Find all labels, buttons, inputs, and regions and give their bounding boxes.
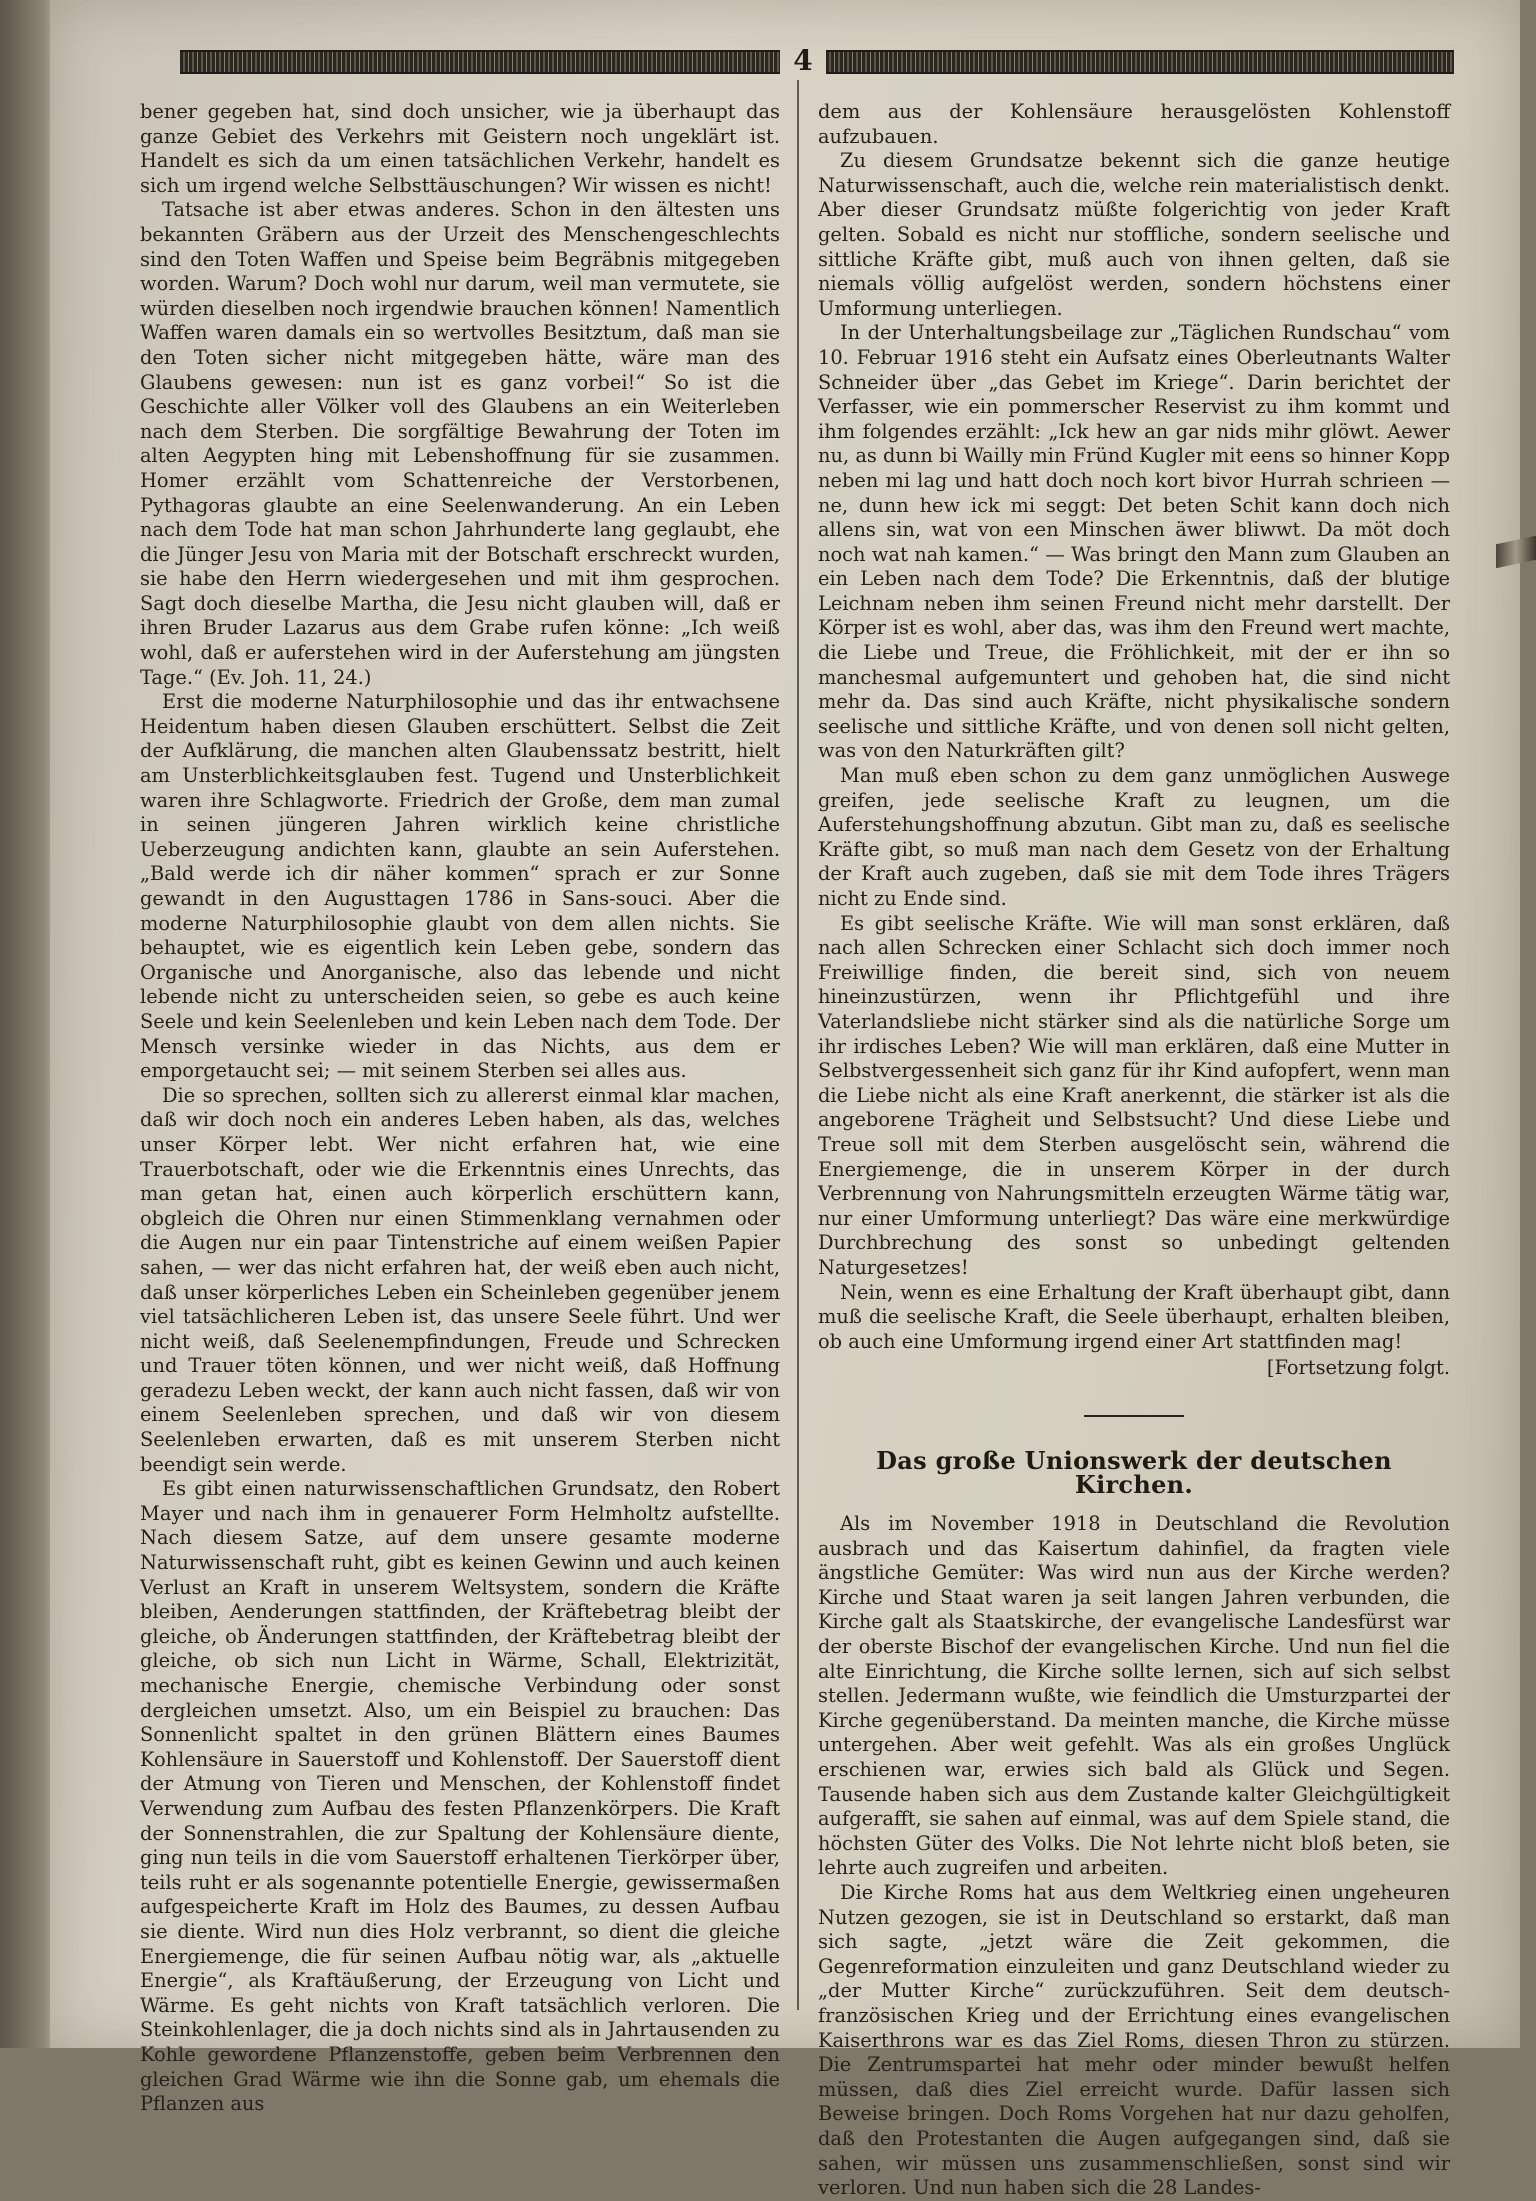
paragraph: dem aus der Kohlensäure herausgelösten Kohlenstoff aufzubauen.	[818, 100, 1450, 148]
article-headline: Das große Unionswerk der deutschen Kirchen.	[876, 1445, 1392, 1500]
paragraph: bener gegeben hat, sind doch unsicher, wie ja überhaupt das ganze Gebiet des Verkehrs mit Geistern noch ungeklärt ist. Handelt es sich da um einen tatsächlichen Verkehr, handelt es sich um irgend welche Selbsttäuschungen? Wir wissen es nicht!	[140, 100, 780, 197]
paragraph: In der Unterhaltungsbeilage zur „Täglichen Rundschau“ vom 10. Februar 1916 steht ein Aufsatz eines Oberleutnants Walter Schneider über „das Gebet im Kriege“. Darin berichtet der Verfasser, wie ein pommerscher Reservist zu ihm kommt und ihm folgendes erzählt: „Ick hew an gar nids mihr glöwt. Aewer nu, as dunn bi Wailly min Fründ Kugler mit eens so hinner Kopp neben mi lag und hatt doch noch kort bivor Hurrah schrieen — ne, dunn hew ick mi seggt: Det beten Schit kann doch nich allens sin, wat von een Minschen äwer bliwwt. Da möt doch noch wat nah kamen.“ — Was bringt den Mann zum Glauben an ein Leben nach dem Tode? Die Erkenntnis, daß der blutige Leichnam neben ihm seinen Freund nicht mehr darstellt. Der Körper ist es wohl, aber das, was ihm den Freund wert machte, die Liebe und Treue, die Fröhlichkeit, mit der er ihn so manchesmal aufgemuntert und gehoben hat, die sind nicht mehr da. Das sind auch Kräfte, nicht physikalische sondern seelische und sittliche Kräfte, und von denen soll nicht gelten, was von den Naturkräften gilt?	[818, 321, 1450, 763]
paragraph: Man muß eben schon zu dem ganz unmöglichen Auswege greifen, jede seelische Kraft zu leugnen, um die Auferstehungshoffnung abzutun. Gibt man zu, daß es seelische Kräfte gibt, so muß man nach dem Gesetz von der Erhaltung der Kraft auch zugeben, daß sie mit dem Tode ihres Trägers nicht zu Ende sind.	[818, 764, 1450, 910]
column-divider	[797, 80, 799, 2010]
page-number: 4	[793, 44, 813, 77]
paragraph: Die so sprechen, sollten sich zu allererst einmal klar machen, daß wir doch noch ein anderes Leben haben, als das, welches unser Körper lebt. Wer nicht erfahren hat, wie eine Trauerbotschaft, oder wie die Erkenntnis eines Unrechts, das man getan hat, einen auch körperlich erschüttern kann, obgleich die Ohren nur einen Stimmenklang vernahmen oder die Augen nur ein paar Tintenstriche auf einem weißen Papier sahen, — wer das nicht erfahren hat, der weiß eben auch nicht, daß unser körperliches Leben ein Scheinleben gegenüber jenem viel tatsächlicheren Leben ist, das unsere Seele führt. Und wer nicht weiß, daß Seelenempfindungen, Freude und Schrecken und Trauer töten können, und wer nicht weiß, daß Hoffnung geradezu Leben weckt, der kann auch nicht fassen, daß wir von einem Seelenleben sprechen, und daß wir von diesem Seelenleben erwarten, daß es mit unserem Sterben nicht beendigt sein werde.	[140, 1083, 780, 1476]
section-separator	[1084, 1415, 1184, 1417]
header-ornament-right	[826, 50, 1454, 74]
paragraph: Es gibt einen naturwissenschaftlichen Grundsatz, den Robert Mayer und nach ihm in genauerer Form Helmholtz aufstellte. Nach diesem Satze, auf dem unsere gesamte moderne Naturwissenschaft ruht, gibt es keinen Gewinn und auch keinen Verlust an Kraft in unserem Weltsystem, sondern die Kräfte bleiben, Aenderungen stattfinden, der Kräftebetrag bleibt der gleiche, ob Änderungen stattfinden, der Kräftebetrag bleibt der gleiche, ob sich nun Licht in Wärme, Schall, Elektrizität, mechanische Energie, chemische Verbindung oder sonst dergleichen umsetzt. Also, um ein Beispiel zu brauchen: Das Sonnenlicht spaltet in den grünen Blättern eines Baumes Kohlensäure in Sauerstoff und Kohlenstoff. Der Sauerstoff dient der Atmung von Tieren und Menschen, der Kohlenstoff findet Verwendung zum Aufbau des festen Pflanzenkörpers. Die Kraft der Sonnenstrahlen, die zur Spaltung der Kohlensäure diente, ging nun teils in die vom Sauerstoff erhaltenen Tierkörper über, teils ruht er als sogenannte potentielle Energie, gewissermaßen aufgespeicherte Kraft im Holz des Baumes, zu dessen Aufbau sie diente. Wird nun dies Holz verbrannt, so dient die gleiche Energiemenge, die für seinen Aufbau nötig war, als „aktuelle Energie“, als Kraftäußerung, der Erzeugung von Licht und Wärme. Es geht nichts von Kraft tatsächlich verloren. Die Steinkohlenlager, die ja doch nichts sind als in Jahrtausenden zu Kohle gewordene Pflanzenstoffe, geben beim Verbrennen den gleichen Grad Wärme wie ihn die Sonne gab, um ehemals die Pflanzen aus	[140, 1477, 780, 2116]
paragraph: Erst die moderne Naturphilosophie und das ihr entwachsene Heidentum haben diesen Glauben erschüttert. Selbst die Zeit der Aufklärung, die manchen alten Glaubenssatz bestritt, hielt am Unsterblichkeitsglauben fest. Tugend und Unsterblichkeit waren ihre Schlagworte. Friedrich der Große, dem man zumal in seinen jüngeren Jahren wirklich keine christliche Ueberzeugung andichten kann, glaubte an sein Auferstehen. „Bald werde ich dir näher kommen“ sprach er zur Sonne gewandt in den Augusttagen 1786 in Sans-souci. Aber die moderne Naturphilosophie glaubt von dem allen nichts. Sie behauptet, wie es eigentlich kein Leben gebe, sondern das Organische und Anorganische, also das lebende und nicht lebende nicht zu unterscheiden seien, so gebe es auch keine Seele und kein Seelenleben und kein Leben nach dem Tode. Der Mensch versinke wieder in das Nichts, aus dem er emporgetaucht sei; — mit seinem Sterben sei alles aus.	[140, 690, 780, 1083]
header-ornament-left	[180, 50, 780, 74]
continuation-note: [Fortsetzung folgt.	[1266, 1356, 1450, 1380]
left-column	[140, 100, 780, 2117]
paragraph: Es gibt seelische Kräfte. Wie will man sonst erklären, daß nach allen Schrecken einer Schlacht sich doch immer noch Freiwillige finden, die bereit sind, sich von neuem hineinzustürzen, wenn ihr Pflichtgefühl und ihre Vaterlandsliebe nicht stärker sind als die natürliche Sorge um ihr irdisches Leben? Wie will man erklären, daß eine Mutter in Selbstvergessenheit sich ganz für ihr Kind aufopfert, wenn man die Liebe nicht als eine Kraft anerkennt, die stärker ist als die angeborene Trägheit und Selbstsucht? Und diese Liebe und Treue soll mit dem Sterben ausgelöscht sein, während die Energiemenge, die in unserem Körper in der durch Verbrennung von Nahrungsmitteln erzeugten Wärme tätig war, nur einer Umformung unterliegt? Das wäre eine merkwürdige Durchbrechung des sonst so unbedingt geltenden Naturgesetzes!	[818, 911, 1450, 1279]
article-paragraph: Die Kirche Roms hat aus dem Weltkrieg einen ungeheuren Nutzen gezogen, sie ist in Deutschland so erstarkt, daß man sich sagte, „jetzt wäre die Zeit gekommen, die Gegenreformation einzuleiten und ganz Deutschland wieder zu „der Mutter Kirche“ zurückzuführen. Seit dem deutsch-französischen Krieg und der Errichtung eines evangelischen Kaiserthrons war es das Ziel Roms, diesen Thron zu stürzen. Die Zentrumspartei hat mehr oder minder bewußt helfen müssen, daß dies Ziel erreicht wurde. Dafür lassen sich Beweise bringen. Doch Roms Vorgehen hat nur dazu geholfen, daß den Protestanten die Augen aufgegangen sind, daß sie sahen, wir müssen uns zusammenschließen, sonst sind wir verloren. Und nun haben sich die 28 Landes-	[818, 1880, 1450, 2200]
article-paragraph: Als im November 1918 in Deutschland die Revolution ausbrach und das Kaisertum dahinfiel, da fragten viele ängstliche Gemüter: Was wird nun aus der Kirche werden? Kirche und Staat waren ja seit langen Jahren verbunden, die Kirche galt als Staatskirche, der evangelische Landesfürst war der oberste Bischof der evangelischen Kirche. Und nun fiel die alte Einrichtung, die Kirche sollte lernen, sich auf sich selbst stellen. Jedermann wußte, wie feindlich die Umsturzpartei der Kirche gegenüberstand. Da meinten manche, die Kirche müsse untergehen. Aber weit gefehlt. Was als ein großes Unglück erschienen war, erwies sich bald als Glück und Segen. Tausende haben sich aus dem Zustande kalter Gleichgültigkeit aufgerafft, sie sahen auf einmal, was auf dem Spiele stand, die höchsten Güter des Volks. Die Not lehrte nicht bloß beten, sie lehrte auch zugreifen und arbeiten.	[818, 1512, 1450, 1880]
paragraph: Tatsache ist aber etwas anderes. Schon in den ältesten uns bekannten Gräbern aus der Urzeit des Menschengeschlechts sind den Toten Waffen und Speise beim Begräbnis mitgegeben worden. Warum? Doch wohl nur darum, weil man vermutete, sie würden dieselben noch irgendwie brauchen können! Namentlich Waffen waren damals ein so wertvolles Besitztum, daß man sie den Toten sicher nicht mitgegeben hätte, wäre man des Glaubens gewesen: nun ist es ganz vorbei!“ So ist die Geschichte aller Völker voll des Glaubens an ein Weiterleben nach dem Sterben. Die sorgfältige Bewahrung der Toten im alten Aegypten hing mit Lebenshoffnung für sie zusammen. Homer erzählt vom Schattenreiche der Verstorbenen, Pythagoras glaubte an eine Seelenwanderung. An ein Leben nach dem Tode hat man schon Jahrhunderte lang geglaubt, ehe die Jünger Jesu von Maria mit der Botschaft erschreckt wurden, sie habe den Herrn wiedergesehen und mit ihm gesprochen. Sagt doch dieselbe Martha, die Jesu nicht glauben will, daß er ihren Bruder Lazarus aus dem Grabe rufen könne: „Ich weiß wohl, daß er auferstehen wird in der Auferstehung am jüngsten Tage.“ (Ev. Joh. 11, 24.)	[140, 198, 780, 689]
right-column	[818, 100, 1450, 2201]
paragraph: Nein, wenn es eine Erhaltung der Kraft überhaupt gibt, dann muß die seelische Kraft, die Seele überhaupt, erhalten bleiben, ob auch eine Umformung irgend einer Art stattfinden mag!	[818, 1280, 1450, 1353]
paragraph: Zu diesem Grundsatze bekennt sich die ganze heutige Naturwissenschaft, auch die, welche rein materialistisch denkt. Aber dieser Grundsatz müßte folgerichtig von jeder Kraft gelten. Sobald es nicht nur stoffliche, sondern seelische und sittliche Kräfte gibt, muß auch von ihnen gelten, daß sie niemals völlig aufgelöst werden, sondern höchstens einer Umformung unterliegen.	[818, 149, 1450, 320]
